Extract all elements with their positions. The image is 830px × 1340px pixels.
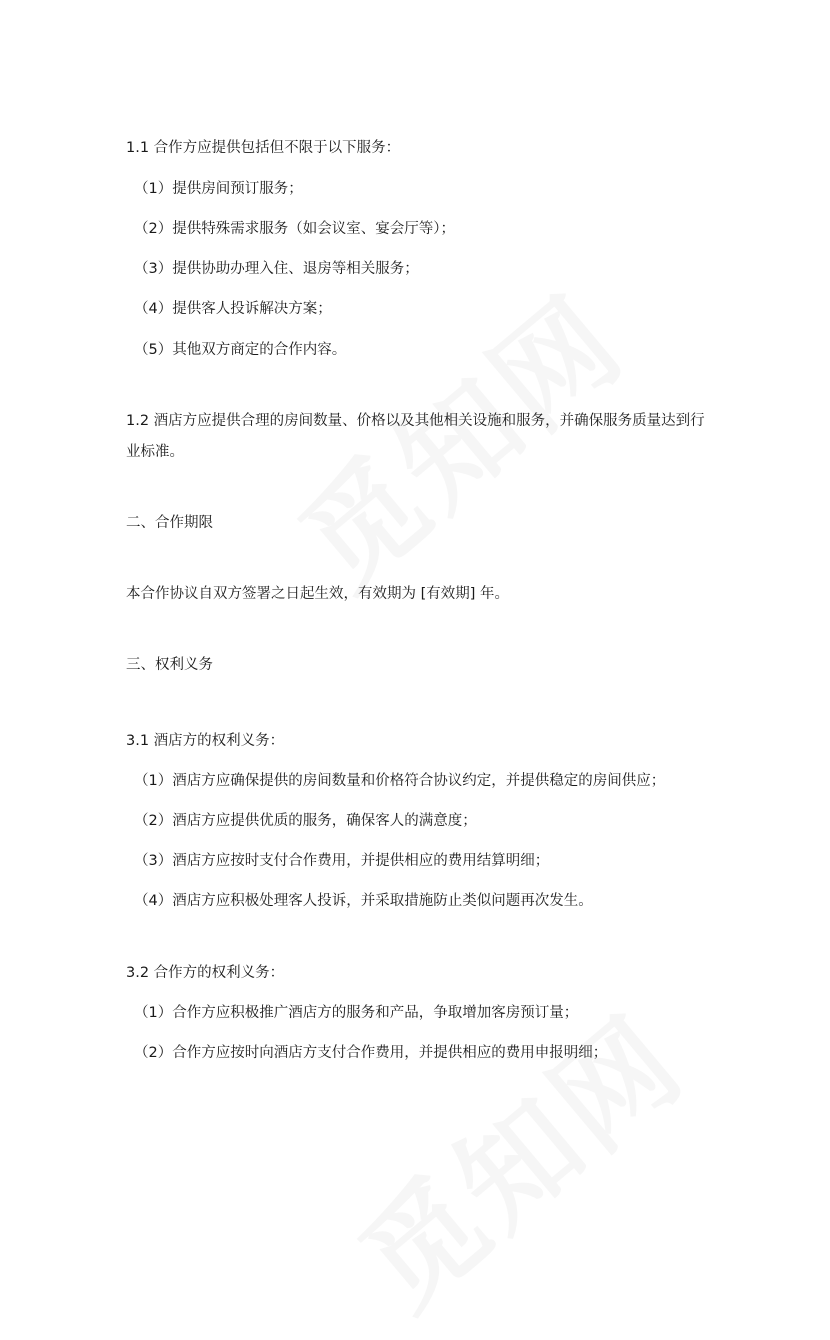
list-item: （3）酒店方应按时支付合作费用，并提供相应的费用结算明细； (134, 853, 550, 869)
section-heading: 二、合作期限 (126, 515, 213, 531)
watermark (319, 970, 713, 1339)
list-item: （4）提供客人投诉解决方案； (134, 301, 332, 317)
list-item: （2）合作方应按时向酒店方支付合作费用，并提供相应的费用申报明细； (134, 1045, 608, 1061)
section-heading: 三、权利义务 (126, 657, 213, 673)
list-item: （2）酒店方应提供优质的服务，确保客人的满意度； (134, 813, 477, 829)
list-item: （3）提供协助办理入住、退房等相关服务； (134, 261, 419, 277)
section-1-1-heading: 1.1 合作方应提供包括但不限于以下服务： (126, 140, 401, 156)
paragraph: 本合作协议自双方签署之日起生效，有效期为 [有效期] 年。 (126, 586, 510, 602)
list-item: （1）合作方应积极推广酒店方的服务和产品，争取增加客房预订量； (134, 1005, 579, 1021)
list-item: （1）提供房间预订服务； (134, 181, 303, 197)
list-item: （2）提供特殊需求服务（如会议室、宴会厅等）； (134, 221, 455, 237)
section-3-2-heading: 3.2 合作方的权利义务： (126, 965, 285, 981)
list-item: （5）其他双方商定的合作内容。 (134, 342, 347, 358)
list-item: （4）酒店方应积极处理客人投诉，并采取措施防止类似问题再次发生。 (134, 893, 593, 909)
section-1-2-paragraph: 1.2 酒店方应提供合理的房间数量、价格以及其他相关设施和服务，并确保服务质量达到行业标准。 (126, 413, 705, 460)
section-3-1-heading: 3.1 酒店方的权利义务： (126, 733, 285, 749)
list-item: （1）酒店方应确保提供的房间数量和价格符合协议约定，并提供稳定的房间供应； (134, 773, 666, 789)
